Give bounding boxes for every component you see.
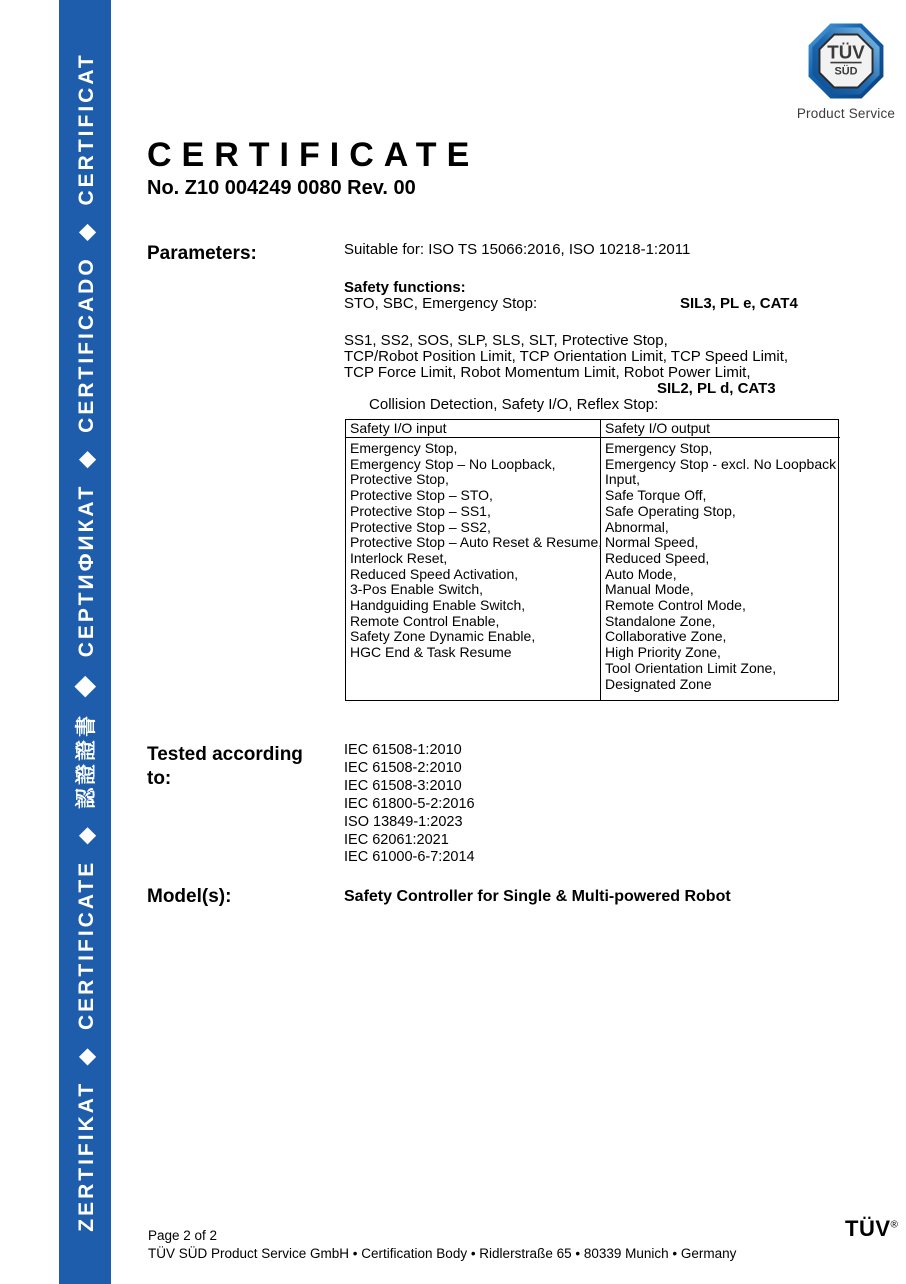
certificate-number: No. Z10 004249 0080 Rev. 00 [147, 177, 416, 199]
safety-io-output-list: Emergency Stop, Emergency Stop - excl. No Loopback Input, Safe Torque Off, Safe Operating Stop, Abnormal, Normal Speed, Reduced Speed, Auto Mode, Manual Mode, Remote Control Mode, Standalone Zone, Collaborative Zone, High Priority Zone, Tool Orientation Limit Zone, Designated Zone [605, 440, 837, 692]
certificate-title: CERTIFICATE [147, 136, 480, 174]
models-label: Model(s): [147, 886, 232, 907]
tested-standards-list: IEC 61508-1:2010 IEC 61508-2:2010 IEC 61508-3:2010 IEC 61800-5-2:2016 ISO 13849-1:2023 IEC 62061:2021 IEC 61000-6-7:2014 [344, 742, 475, 866]
safety-io-table [345, 419, 839, 701]
safety-functions-heading: Safety functions: [344, 279, 466, 296]
tuv-sud-octagon-icon [807, 22, 885, 100]
parameters-label: Parameters: [147, 243, 257, 264]
logo-sud-text: SÜD [834, 65, 858, 78]
footer-company-line: TÜV SÜD Product Service GmbH • Certification Body • Ridlerstraße 65 • 80339 Munich • Germany [148, 1246, 737, 1261]
suitable-for-line: Suitable for: ISO TS 15066:2016, ISO 10218-1:2011 [344, 241, 691, 258]
registered-trademark-symbol: ® [890, 1219, 899, 1231]
safety-io-output-column [601, 420, 840, 700]
group1-functions: STO, SBC, Emergency Stop: [344, 295, 538, 312]
side-band-multilingual-text: ZERTIFIKAT ◆ CERTIFICATE ◆ 認證證書 ◆ СЕРТИФИКАТ ◆ CERTIFICADO ◆ CERTIFICAT [75, 52, 98, 1232]
group2-rating: SIL2, PL d, CAT3 [657, 380, 776, 397]
safety-io-output-header: Safety I/O output [601, 420, 840, 438]
group2-functions: Collision Detection, Safety I/O, Reflex Stop: [369, 396, 659, 413]
safety-io-input-column [346, 420, 601, 700]
logo-caption: Product Service [796, 106, 896, 121]
tuv-wordmark [845, 1216, 898, 1242]
group1-rating: SIL3, PL e, CAT4 [680, 295, 798, 312]
safety-functions-group1 [344, 296, 814, 312]
models-value: Safety Controller for Single & Multi-powered Robot [344, 888, 731, 905]
tuv-wordmark-text: TÜV [845, 1216, 891, 1241]
group2-lines: SS1, SS2, SOS, SLP, SLS, SLT, Protective Stop, TCP/Robot Position Limit, TCP Orientation Limit, TCP Speed Limit, TCP Force Limit, Robot Momentum Limit, Robot Power Limit, [344, 332, 789, 381]
safety-io-input-header: Safety I/O input [346, 420, 600, 438]
tuv-sud-logo [795, 22, 897, 121]
logo-tuv-text: TÜV [827, 41, 865, 63]
tested-according-label: Tested according to: [147, 744, 303, 789]
footer-page-number: Page 2 of 2 [148, 1228, 218, 1243]
safety-io-input-list: Emergency Stop, Emergency Stop – No Loopback, Protective Stop, Protective Stop – STO, Protective Stop – SS1, Protective Stop – SS2, Protective Stop – Auto Reset & Resume, Interlock Reset, Reduced Speed Activation, 3-Pos Enable Switch, Handguiding Enable Switch, Remote Control Enable, Safety Zone Dynamic Enable, HGC End & Task Resume [350, 440, 603, 661]
certificate-side-band [59, 0, 111, 1284]
